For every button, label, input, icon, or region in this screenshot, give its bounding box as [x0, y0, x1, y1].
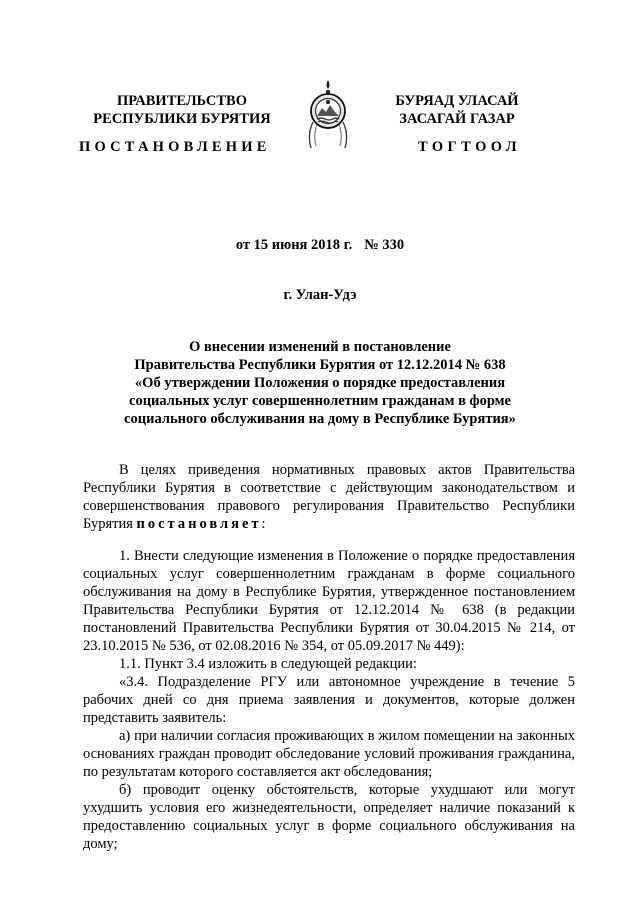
- preamble-tail: :: [261, 516, 266, 532]
- issuer-line: ЗАСАГАЙ ГАЗАР: [399, 111, 515, 127]
- body-paragraphs: [83, 547, 575, 853]
- issuer-name-russian: [82, 92, 282, 128]
- issuer-line: ПРАВИТЕЛЬСТВО: [117, 93, 247, 109]
- preamble-text: В целях приведения нормативных правовых актов Правительства Республики Бурятия в соответствие с действующим законодательством и совершенствования правового регулирования Правительство Республики Бурятия: [83, 462, 575, 532]
- body-paragraph: 1. Внести следующие изменения в Положение о порядке предоставления социальных услуг совершеннолетним гражданам в форме социального обслуживания на дому в Республике Бурятия, утвержденное постановлением Правительства Республики Бурятия от 12.12.2014 № 638 (в редакции постановлений Правительства Республики Бурятия от 30.04.2015 № 214, от 23.10.2015 № 536, от 02.08.2016 № 354, от 05.09.2017 № 449):: [83, 548, 575, 654]
- doc-city: г. Улан-Удэ: [283, 287, 357, 303]
- body-paragraph: а) при наличии согласия проживающих в жилом помещении на законных основаниях граждан проводит обследование условий проживания гражданина, по результатам которого составляется акт обследования;: [83, 728, 575, 780]
- doc-date: от 15 июня 2018 г.: [235, 237, 353, 253]
- doc-kind-russian: ПОСТАНОВЛЕНИЕ: [79, 139, 271, 155]
- body-paragraph: 1.1. Пункт 3.4 изложить в следующей редакции:: [119, 656, 417, 672]
- date-number-line: [0, 237, 640, 254]
- title-line: социальных услуг совершеннолетним гражданам в форме: [129, 393, 511, 409]
- title-line: «Об утверждении Положения о порядке предоставления: [134, 375, 506, 391]
- issuer-line: БУРЯАД УЛАСАЙ: [395, 93, 519, 109]
- preamble-paragraph: [83, 461, 575, 533]
- title-line: социального обслуживания на дому в Республике Бурятия»: [124, 411, 516, 427]
- document-title: [60, 338, 580, 428]
- preamble-emphasis: постановляет: [136, 516, 262, 532]
- title-line: О внесении изменений в постановление: [189, 339, 451, 355]
- preamble: [83, 461, 575, 533]
- body-paragraph: «3.4. Подразделение РГУ или автономное учреждение в течение 5 рабочих дней со дня приема заявления и документов, которые должен представить заявитель:: [83, 674, 575, 726]
- body-paragraph: б) проводит оценку обстоятельств, которые ухудшают или могут ухудшить условия его жизнедеятельности, определяет наличие показаний к предоставлению социальных услуг в форме социального обслуживания на дому;: [83, 782, 575, 852]
- issuer-name-buryat: [372, 92, 542, 128]
- doc-number: № 330: [364, 237, 405, 253]
- doc-kind-buryat: ТОГТООЛ: [418, 139, 521, 155]
- coat-of-arms-icon: [301, 78, 355, 152]
- issuer-line: РЕСПУБЛИКИ БУРЯТИЯ: [93, 111, 271, 127]
- title-line: Правительства Республики Бурятия от 12.12.2014 № 638: [134, 357, 506, 373]
